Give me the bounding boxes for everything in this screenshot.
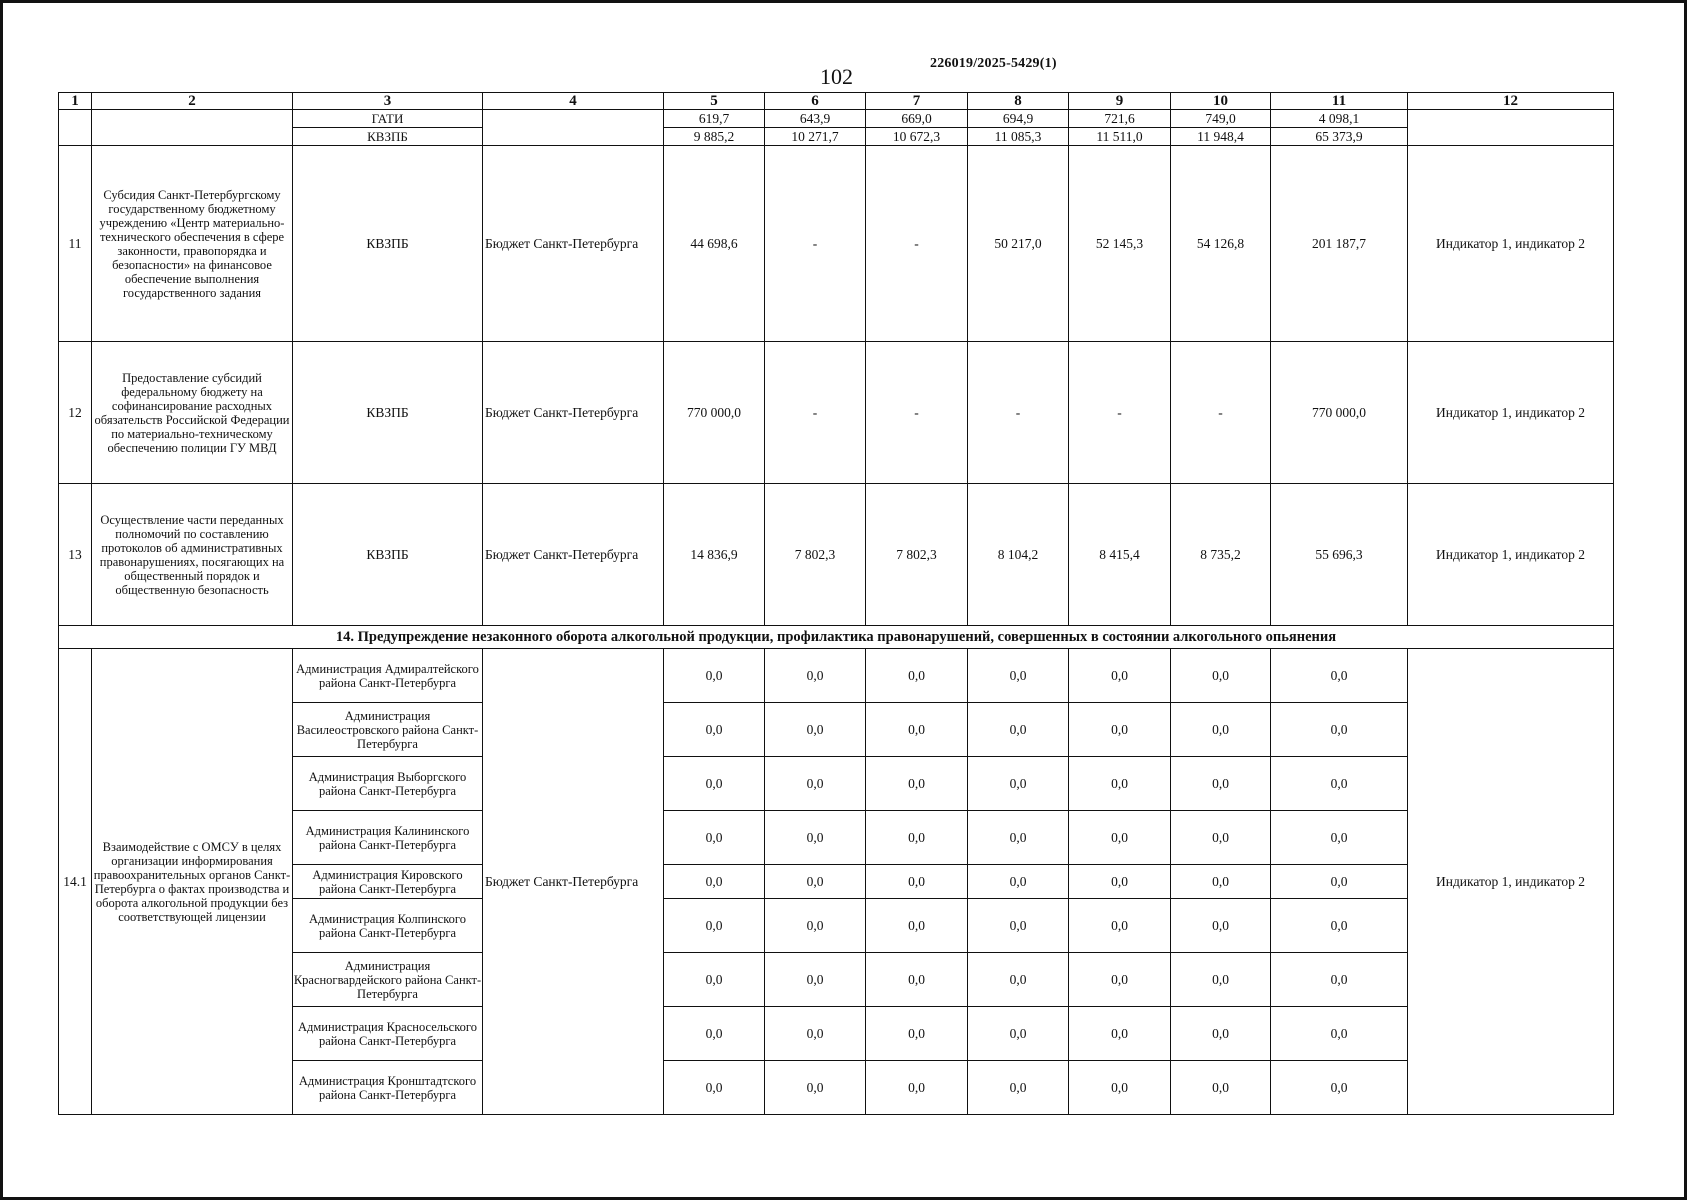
value-cell: 721,6 [1069, 110, 1171, 128]
value-cell: 0,0 [1069, 865, 1171, 899]
value-cell: 0,0 [1171, 1007, 1271, 1061]
value-cell: 8 735,2 [1171, 484, 1271, 626]
executor-cell: Администрация Кронштадтского района Санкт-Петербурга [293, 1061, 483, 1115]
executor-cell: Администрация Адмиралтейского района Санкт-Петербурга [293, 649, 483, 703]
table-row [59, 1007, 1614, 1061]
value-cell: 0,0 [968, 899, 1069, 953]
table-row [59, 865, 1614, 899]
value-cell: 0,0 [1171, 703, 1271, 757]
value-cell: 0,0 [866, 1061, 968, 1115]
table-row [59, 1061, 1614, 1115]
value-cell: 0,0 [866, 899, 968, 953]
page-border-left [0, 0, 3, 1200]
value-cell: 0,0 [765, 811, 866, 865]
value-cell: 0,0 [866, 703, 968, 757]
column-header: 4 [483, 93, 664, 110]
indicator-cell: Индикатор 1, индикатор 2 [1408, 649, 1614, 1115]
row-number: 12 [59, 342, 92, 484]
value-cell: 0,0 [1271, 811, 1408, 865]
value-cell: 54 126,8 [1171, 146, 1271, 342]
measure-description: Осуществление части переданных полномочий по составлению протоколов об административных правонарушениях, посягающих на общественный порядок и общественную безопасность [92, 484, 293, 626]
value-cell: 0,0 [1171, 953, 1271, 1007]
executor-cell: Администрация Колпинского района Санкт-Петербурга [293, 899, 483, 953]
indicator-cell: Индикатор 1, индикатор 2 [1408, 342, 1614, 484]
executor-cell: Администрация Выборгского района Санкт-Петербурга [293, 757, 483, 811]
executor-cell: КВЗПБ [293, 128, 483, 146]
document-id: 226019/2025-5429(1) [930, 56, 1057, 71]
value-cell: - [866, 342, 968, 484]
value-cell: 0,0 [765, 865, 866, 899]
value-cell: 0,0 [1069, 1007, 1171, 1061]
column-header: 6 [765, 93, 866, 110]
value-cell: 0,0 [1171, 865, 1271, 899]
value-cell: 770 000,0 [1271, 342, 1408, 484]
value-cell: 0,0 [1069, 811, 1171, 865]
value-cell: 0,0 [664, 811, 765, 865]
value-cell: 52 145,3 [1069, 146, 1171, 342]
value-cell: 14 836,9 [664, 484, 765, 626]
table-row [59, 757, 1614, 811]
value-cell: 8 415,4 [1069, 484, 1171, 626]
value-cell: 0,0 [765, 649, 866, 703]
value-cell: 10 271,7 [765, 128, 866, 146]
column-header: 7 [866, 93, 968, 110]
value-cell: 0,0 [765, 1007, 866, 1061]
value-cell: 0,0 [866, 865, 968, 899]
value-cell: 0,0 [1171, 649, 1271, 703]
value-cell: 8 104,2 [968, 484, 1069, 626]
funding-source: Бюджет Санкт-Петербурга [483, 342, 664, 484]
table-row [59, 953, 1614, 1007]
value-cell: 0,0 [866, 649, 968, 703]
value-cell: 0,0 [664, 953, 765, 1007]
measure-description: Предоставление субсидий федеральному бюджету на софинансирование расходных обязательств Российской Федерации по материально-техническому обеспечению полиции ГУ МВД [92, 342, 293, 484]
executor-cell: Администрация Красносельского района Санкт-Петербурга [293, 1007, 483, 1061]
value-cell: 0,0 [664, 1061, 765, 1115]
measure-description: Взаимодействие с ОМСУ в целях организации информирования правоохранительных органов Санкт-Петербурга о фактах производства и оборота алкогольной продукции без соответствующей лицензии [92, 649, 293, 1115]
value-cell: 0,0 [664, 865, 765, 899]
value-cell: 7 802,3 [765, 484, 866, 626]
value-cell: 44 698,6 [664, 146, 765, 342]
table-row [59, 110, 1614, 128]
value-cell: 0,0 [765, 1061, 866, 1115]
value-cell: 0,0 [1069, 953, 1171, 1007]
table-row [59, 128, 1614, 146]
value-cell: - [866, 146, 968, 342]
funding-source: Бюджет Санкт-Петербурга [483, 649, 664, 1115]
column-header: 9 [1069, 93, 1171, 110]
column-header: 2 [92, 93, 293, 110]
value-cell: 0,0 [765, 899, 866, 953]
column-header: 12 [1408, 93, 1614, 110]
value-cell: 0,0 [1171, 899, 1271, 953]
value-cell: 0,0 [1271, 953, 1408, 1007]
measure-description: Субсидия Санкт-Петербургскому государственному бюджетному учреждению «Центр материально-технического обеспечения в сфере законности, правопорядка и безопасности» на финансовое обеспечение выполнения государственного задания [92, 146, 293, 342]
table-row [59, 703, 1614, 757]
value-cell: 643,9 [765, 110, 866, 128]
value-cell: - [1171, 342, 1271, 484]
section-title: 14. Предупреждение незаконного оборота алкогольной продукции, профилактика правонарушений, совершенных в состоянии алкогольного опьянения [59, 626, 1614, 649]
value-cell: 0,0 [968, 757, 1069, 811]
value-cell: - [1069, 342, 1171, 484]
value-cell: 0,0 [765, 757, 866, 811]
empty-cell [92, 110, 293, 146]
value-cell: 0,0 [866, 811, 968, 865]
value-cell: 0,0 [765, 703, 866, 757]
value-cell: 11 085,3 [968, 128, 1069, 146]
value-cell: 0,0 [1171, 811, 1271, 865]
value-cell: 0,0 [664, 703, 765, 757]
value-cell: 0,0 [1271, 703, 1408, 757]
page-number: 102 [820, 64, 853, 89]
value-cell: 0,0 [1271, 1007, 1408, 1061]
executor-cell: КВЗПБ [293, 342, 483, 484]
column-header: 3 [293, 93, 483, 110]
value-cell: 65 373,9 [1271, 128, 1408, 146]
budget-table [58, 92, 1614, 1115]
row-number: 13 [59, 484, 92, 626]
column-header: 1 [59, 93, 92, 110]
value-cell: 0,0 [1271, 757, 1408, 811]
value-cell: 0,0 [765, 953, 866, 1007]
value-cell: 0,0 [968, 953, 1069, 1007]
table-row [59, 342, 1614, 484]
empty-cell [483, 110, 664, 146]
row-number: 14.1 [59, 649, 92, 1115]
value-cell: 0,0 [968, 649, 1069, 703]
page-border-top [0, 0, 1687, 3]
value-cell: 0,0 [1069, 649, 1171, 703]
column-header: 10 [1171, 93, 1271, 110]
value-cell: 201 187,7 [1271, 146, 1408, 342]
value-cell: 0,0 [866, 953, 968, 1007]
value-cell: 9 885,2 [664, 128, 765, 146]
value-cell: 0,0 [1171, 757, 1271, 811]
value-cell: 11 948,4 [1171, 128, 1271, 146]
value-cell: - [765, 146, 866, 342]
value-cell: - [968, 342, 1069, 484]
value-cell: 0,0 [664, 1007, 765, 1061]
value-cell: 0,0 [968, 703, 1069, 757]
value-cell: 0,0 [968, 865, 1069, 899]
table-row [59, 899, 1614, 953]
column-header: 5 [664, 93, 765, 110]
value-cell: 10 672,3 [866, 128, 968, 146]
value-cell: - [765, 342, 866, 484]
value-cell: 0,0 [1069, 1061, 1171, 1115]
column-header: 11 [1271, 93, 1408, 110]
value-cell: 749,0 [1171, 110, 1271, 128]
executor-cell: КВЗПБ [293, 484, 483, 626]
funding-source: Бюджет Санкт-Петербурга [483, 146, 664, 342]
value-cell: 4 098,1 [1271, 110, 1408, 128]
value-cell: 694,9 [968, 110, 1069, 128]
indicator-cell: Индикатор 1, индикатор 2 [1408, 146, 1614, 342]
section-row [59, 626, 1614, 649]
value-cell: 0,0 [664, 757, 765, 811]
value-cell: 0,0 [1271, 649, 1408, 703]
value-cell: 7 802,3 [866, 484, 968, 626]
value-cell: 0,0 [664, 899, 765, 953]
value-cell: 0,0 [1271, 865, 1408, 899]
column-header: 8 [968, 93, 1069, 110]
table-row [59, 811, 1614, 865]
funding-source: Бюджет Санкт-Петербурга [483, 484, 664, 626]
executor-cell: Администрация Василеостровского района Санкт-Петербурга [293, 703, 483, 757]
value-cell: 669,0 [866, 110, 968, 128]
value-cell: 0,0 [664, 649, 765, 703]
value-cell: 770 000,0 [664, 342, 765, 484]
value-cell: 0,0 [968, 811, 1069, 865]
value-cell: 0,0 [866, 1007, 968, 1061]
executor-cell: Администрация Калининского района Санкт-Петербурга [293, 811, 483, 865]
empty-cell [59, 110, 92, 146]
executor-cell: КВЗПБ [293, 146, 483, 342]
empty-cell [1408, 110, 1614, 146]
value-cell: 0,0 [1069, 757, 1171, 811]
row-number: 11 [59, 146, 92, 342]
value-cell: 0,0 [968, 1007, 1069, 1061]
value-cell: 0,0 [968, 1061, 1069, 1115]
value-cell: 0,0 [1271, 1061, 1408, 1115]
value-cell: 50 217,0 [968, 146, 1069, 342]
executor-cell: Администрация Кировского района Санкт-Петербурга [293, 865, 483, 899]
column-number-row [59, 93, 1614, 110]
value-cell: 11 511,0 [1069, 128, 1171, 146]
value-cell: 0,0 [866, 757, 968, 811]
executor-cell: Администрация Красногвардейского района Санкт-Петербурга [293, 953, 483, 1007]
indicator-cell: Индикатор 1, индикатор 2 [1408, 484, 1614, 626]
value-cell: 619,7 [664, 110, 765, 128]
table-row [59, 146, 1614, 342]
value-cell: 0,0 [1271, 899, 1408, 953]
value-cell: 55 696,3 [1271, 484, 1408, 626]
executor-cell: ГАТИ [293, 110, 483, 128]
value-cell: 0,0 [1069, 703, 1171, 757]
table-row [59, 649, 1614, 703]
value-cell: 0,0 [1069, 899, 1171, 953]
value-cell: 0,0 [1171, 1061, 1271, 1115]
table-row [59, 484, 1614, 626]
